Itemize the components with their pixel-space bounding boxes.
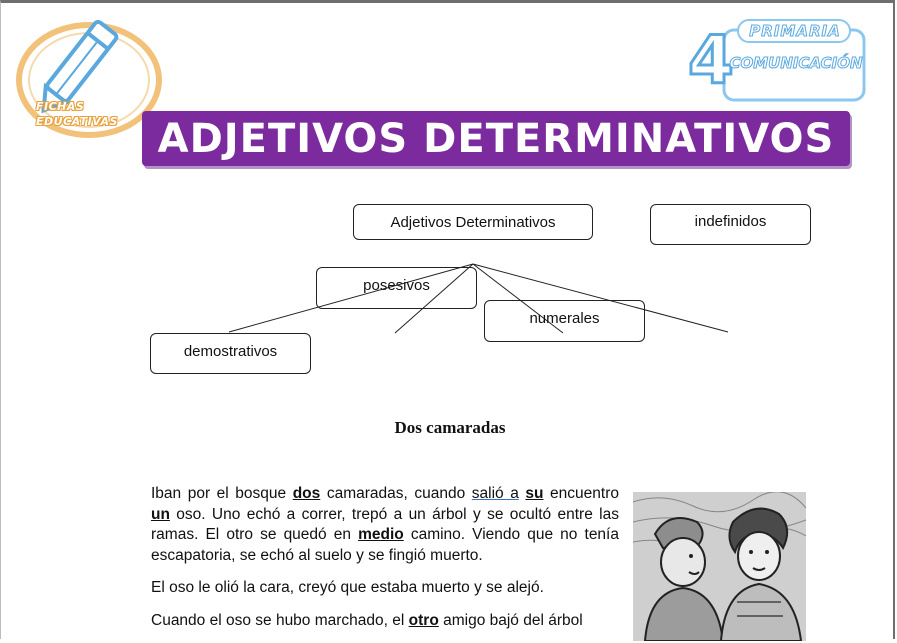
- highlighted-word: medio: [358, 526, 404, 543]
- box-label-numerales: numerales: [529, 310, 600, 327]
- primaria-comunicacion-logo: [686, 18, 870, 104]
- box-label-main: Adjetivos Determinativos: [390, 213, 556, 231]
- text-run: Cuando el oso se hubo marchado, el: [151, 611, 409, 629]
- box-label-indefinidos: indefinidos: [694, 212, 767, 230]
- highlighted-word: un: [151, 505, 170, 523]
- box-posesivos: [316, 267, 477, 309]
- box-indefinidos: [650, 204, 811, 245]
- box-demostrativos: [150, 333, 311, 374]
- page-title: ADJETIVOS DETERMINATIVOS: [157, 115, 835, 162]
- highlighted-word: dos: [292, 485, 321, 502]
- highlighted-word: otro: [408, 611, 439, 629]
- box-label-posesivos: posesivos: [363, 277, 430, 294]
- text-run: Iban por el bosque: [151, 485, 293, 502]
- box-adjetivos-determinativos: [353, 204, 593, 240]
- comunicacion-label: COMUNICACIÓN: [729, 54, 863, 72]
- story-title: Dos camaradas: [394, 418, 506, 437]
- text-run: encuentro: [543, 485, 619, 502]
- primaria-label: PRIMARIA: [749, 22, 841, 40]
- story-paragraph-2: El oso le olió la cara, creyó que estaba muerto y se alejó.: [151, 579, 544, 596]
- box-numerales: [484, 300, 645, 342]
- two-friends-illustration: [633, 492, 806, 641]
- text-run: amigo bajó del árbol: [438, 611, 583, 629]
- title-banner: [142, 111, 850, 166]
- box-label-demostrativos: demostrativos: [183, 342, 278, 360]
- text-run: camino. Viendo que no tenía escapatoria, se echó al suelo y se fingió muerto.: [151, 526, 619, 564]
- story-text: [151, 484, 619, 643]
- text-run: camaradas, cuando: [320, 485, 472, 502]
- highlighted-word: su: [525, 485, 544, 502]
- marked-phrase: salió a: [471, 485, 519, 502]
- text-run: oso. Uno echó a correr, trepó a un árbol y se ocultó entre las ramas. El otro se quedó en: [151, 505, 619, 543]
- story-paragraph-1: [151, 484, 619, 566]
- story-paragraph-3: [151, 611, 619, 632]
- grade-number: 4: [688, 22, 734, 99]
- logo-text-fichas: FICHAS: [36, 100, 85, 113]
- logo-text-educativas: EDUCATIVAS: [36, 115, 118, 128]
